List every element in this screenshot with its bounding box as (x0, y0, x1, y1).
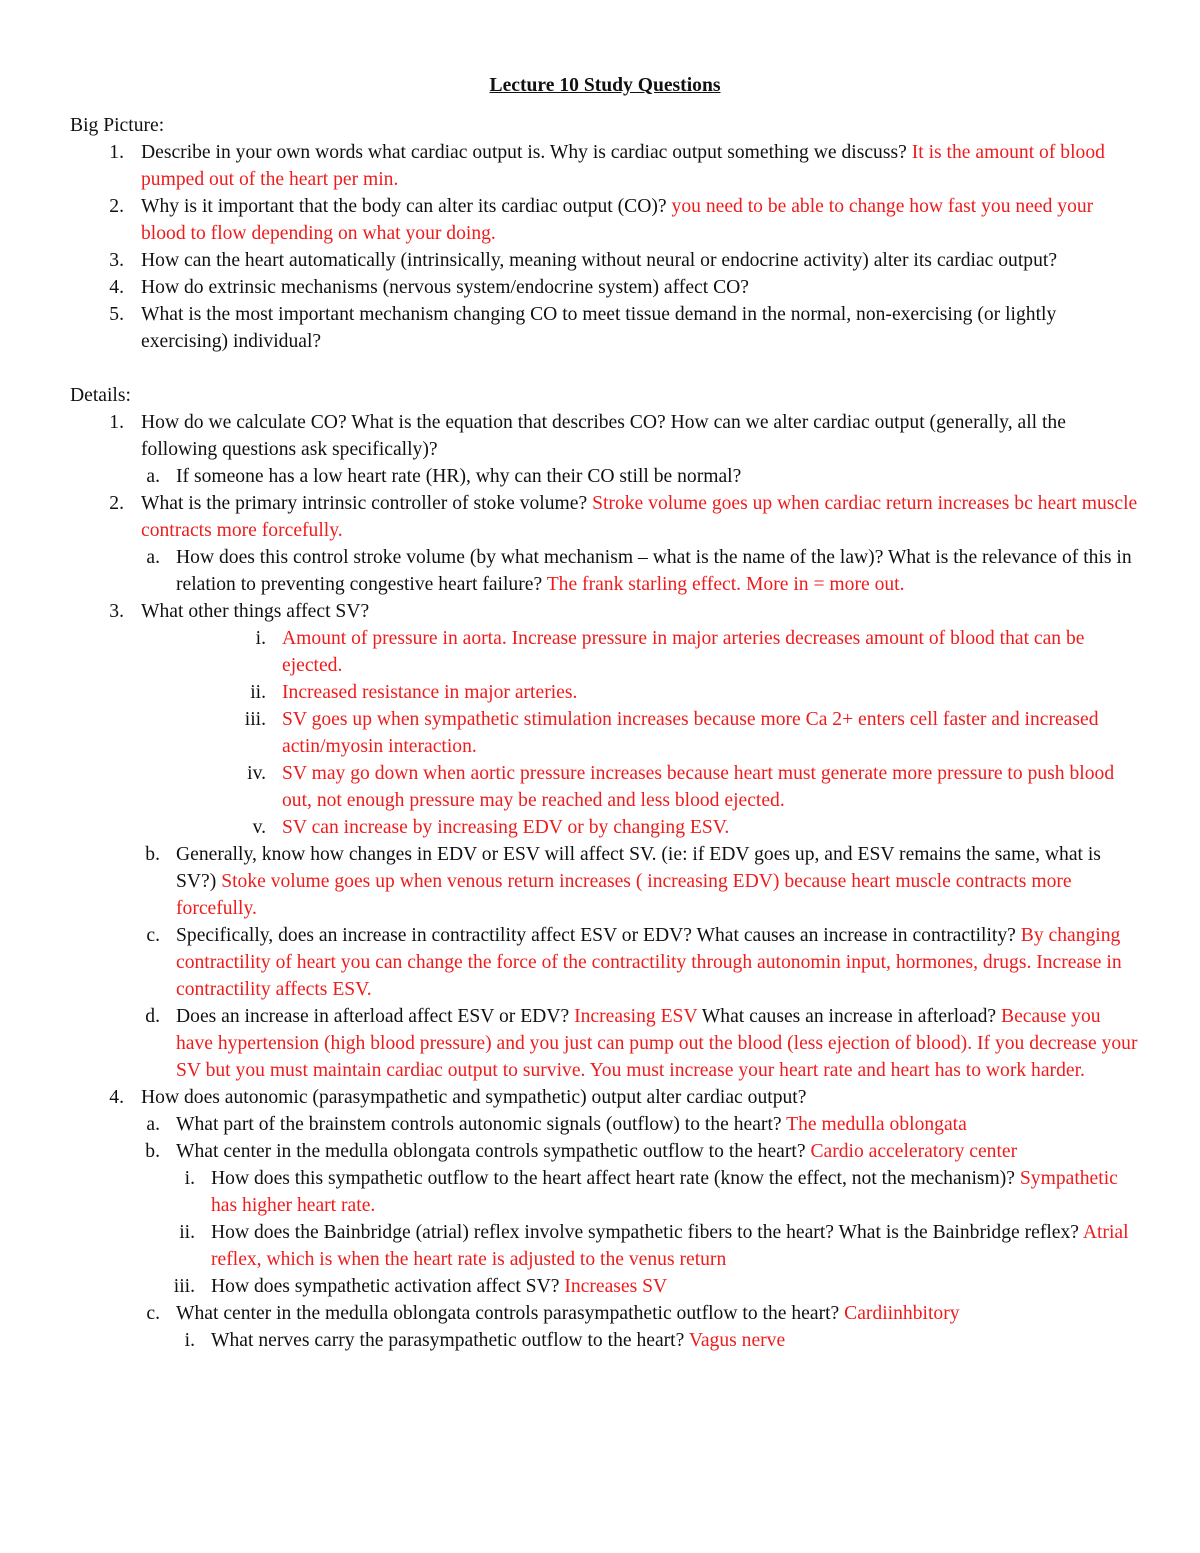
question-text: How can the heart automatically (intrinsically, meaning without neural or endocrine activity) alter its cardiac output? (141, 250, 1058, 271)
details-item (70, 409, 1140, 463)
list-number: 3. (109, 250, 124, 271)
list-roman: ii. (250, 682, 266, 703)
answer-text: The medulla oblongata (786, 1114, 967, 1135)
question-text: What center in the medulla oblongata controls sympathetic outflow to the heart? (176, 1141, 806, 1162)
question-text: How does the Bainbridge (atrial) reflex involve sympathetic fibers to the heart? What is the Bainbridge reflex? (211, 1222, 1079, 1243)
list-roman: iv. (247, 763, 266, 784)
answer-text: Stoke volume goes up when venous return increases ( increasing EDV) because heart muscle contracts more forcefully. (176, 871, 1072, 919)
question-text: Generally, know how changes in EDV or ESV will affect SV. (ie: if EDV goes up, and ESV remains the same, what is SV?) (176, 844, 1101, 892)
answer-text: Vagus nerve (688, 1330, 786, 1351)
roman-subitem (70, 760, 1140, 814)
big-picture-item (70, 139, 1140, 193)
details-heading: Details: (70, 385, 131, 406)
answer-text: Cardio acceleratory center (810, 1141, 1018, 1162)
question-text: Does an increase in afterload affect ESV or EDV? (176, 1006, 570, 1027)
details-subitem (70, 841, 1140, 922)
details-item (70, 1084, 1140, 1111)
question-text: How do we calculate CO? What is the equation that describes CO? How can we alter cardiac output (generally, all the following questions ask specifically)? (141, 412, 1066, 460)
question-text: What causes an increase in afterload? (701, 1006, 997, 1027)
details-item (70, 598, 1140, 625)
list-letter: c. (146, 1303, 160, 1324)
question-text: How does this sympathetic outflow to the heart affect heart rate (know the effect, not the mechanism)? (211, 1168, 1015, 1189)
details-subitem (70, 544, 1140, 598)
question-text: Specifically, does an increase in contractility affect ESV or EDV? What causes an increase in contractility? (176, 925, 1016, 946)
answer-text: Because you have hypertension (high blood pressure) and you just can pump out the blood (less ejection of blood). If you decrease your SV but you must maintain cardiac output to survive. You must increase your heart rate and heart has to work harder. (176, 1006, 1138, 1081)
answer-text: It is the amount of blood pumped out of the heart per min. (141, 142, 1105, 190)
answer-text: Stroke volume goes up when cardiac return increases bc heart muscle contracts more forcefully. (141, 493, 1138, 541)
answer-text: SV can increase by increasing EDV or by changing ESV. (282, 817, 730, 838)
list-letter: a. (146, 1114, 160, 1135)
document-body (70, 72, 1140, 1354)
answer-text: Sympathetic has higher heart rate. (211, 1168, 1118, 1216)
details-subitem (70, 463, 1140, 490)
roman-subitem (70, 1273, 1140, 1300)
answer-text: Increased resistance in major arteries. (282, 682, 578, 703)
list-letter: a. (146, 547, 160, 568)
list-number: 1. (109, 412, 124, 433)
list-letter: a. (146, 466, 160, 487)
list-number: 3. (109, 601, 124, 622)
list-letter: b. (145, 1141, 160, 1162)
question-text: Why is it important that the body can alter its cardiac output (CO)? (141, 196, 667, 217)
details-item (70, 490, 1140, 544)
details-subitem (70, 1111, 1140, 1138)
answer-text: Increases SV (564, 1276, 668, 1297)
question-text: What is the most important mechanism changing CO to meet tissue demand in the normal, non-exercising (or lightly exercising) individual? (141, 304, 1057, 352)
question-text: What part of the brainstem controls autonomic signals (outflow) to the heart? (176, 1114, 782, 1135)
question-text: How do extrinsic mechanisms (nervous system/endocrine system) affect CO? (141, 277, 749, 298)
question-text: What is the primary intrinsic controller of stoke volume? (141, 493, 588, 514)
answer-text: SV may go down when aortic pressure increases because heart must generate more pressure to push blood out, not enough pressure may be reached and less blood ejected. (282, 763, 1115, 811)
answer-text: The frank starling effect. More in = more out. (546, 574, 905, 595)
question-text: What center in the medulla oblongata controls parasympathetic outflow to the heart? (176, 1303, 840, 1324)
big-picture-item (70, 193, 1140, 247)
list-roman: i. (255, 628, 266, 649)
question-text: How does sympathetic activation affect SV? (211, 1276, 560, 1297)
question-text: How does autonomic (parasympathetic and sympathetic) output alter cardiac output? (141, 1087, 807, 1108)
details-subitem (70, 922, 1140, 1003)
list-roman: i. (184, 1330, 195, 1351)
answer-text: Atrial reflex, which is when the heart rate is adjusted to the venus return (211, 1222, 1129, 1270)
question-text: Describe in your own words what cardiac output is. Why is cardiac output something we discuss? (141, 142, 907, 163)
answer-text: Cardiinhbitory (844, 1303, 960, 1324)
roman-subitem (70, 625, 1140, 679)
big-picture-item (70, 274, 1140, 301)
list-roman: v. (252, 817, 266, 838)
roman-subitem (70, 679, 1140, 706)
list-roman: i. (184, 1168, 195, 1189)
roman-subitem (70, 1219, 1140, 1273)
answer-text: By changing contractility of heart you can change the force of the contractility through autonomin input, hormones, drugs. Increase in contractility affects ESV. (176, 925, 1122, 1000)
roman-subitem (70, 706, 1140, 760)
answer-text: Amount of pressure in aorta. Increase pressure in major arteries decreases amount of blood that can be ejected. (282, 628, 1085, 676)
list-number: 2. (109, 196, 124, 217)
big-picture-heading: Big Picture: (70, 115, 165, 136)
list-roman: iii. (244, 709, 266, 730)
list-letter: d. (145, 1006, 160, 1027)
details-subitem (70, 1300, 1140, 1327)
roman-subitem (70, 1327, 1140, 1354)
question-text: If someone has a low heart rate (HR), why can their CO still be normal? (176, 466, 742, 487)
list-number: 4. (109, 1087, 124, 1108)
roman-subitem (70, 814, 1140, 841)
answer-text: SV goes up when sympathetic stimulation increases because more Ca 2+ enters cell faster and increased actin/myosin interaction. (282, 709, 1099, 757)
question-text: What nerves carry the parasympathetic outflow to the heart? (211, 1330, 685, 1351)
document-title: Lecture 10 Study Questions (489, 75, 721, 96)
list-number: 5. (109, 304, 124, 325)
details-subitem (70, 1003, 1140, 1084)
answer-text: you need to be able to change how fast you need your blood to flow depending on what your doing. (141, 196, 1094, 244)
big-picture-item (70, 247, 1140, 274)
spacer (70, 355, 1140, 382)
list-roman: ii. (179, 1222, 195, 1243)
list-letter: b. (145, 844, 160, 865)
list-letter: c. (146, 925, 160, 946)
list-number: 4. (109, 277, 124, 298)
list-roman: iii. (173, 1276, 195, 1297)
details-subitem (70, 1138, 1140, 1165)
answer-text: Increasing ESV (574, 1006, 698, 1027)
question-text: How does this control stroke volume (by what mechanism – what is the name of the law)? What is the relevance of this in relation to preventing congestive heart failure? (176, 547, 1132, 595)
list-number: 1. (109, 142, 124, 163)
list-number: 2. (109, 493, 124, 514)
question-text: What other things affect SV? (141, 601, 370, 622)
roman-subitem (70, 1165, 1140, 1219)
big-picture-item (70, 301, 1140, 355)
